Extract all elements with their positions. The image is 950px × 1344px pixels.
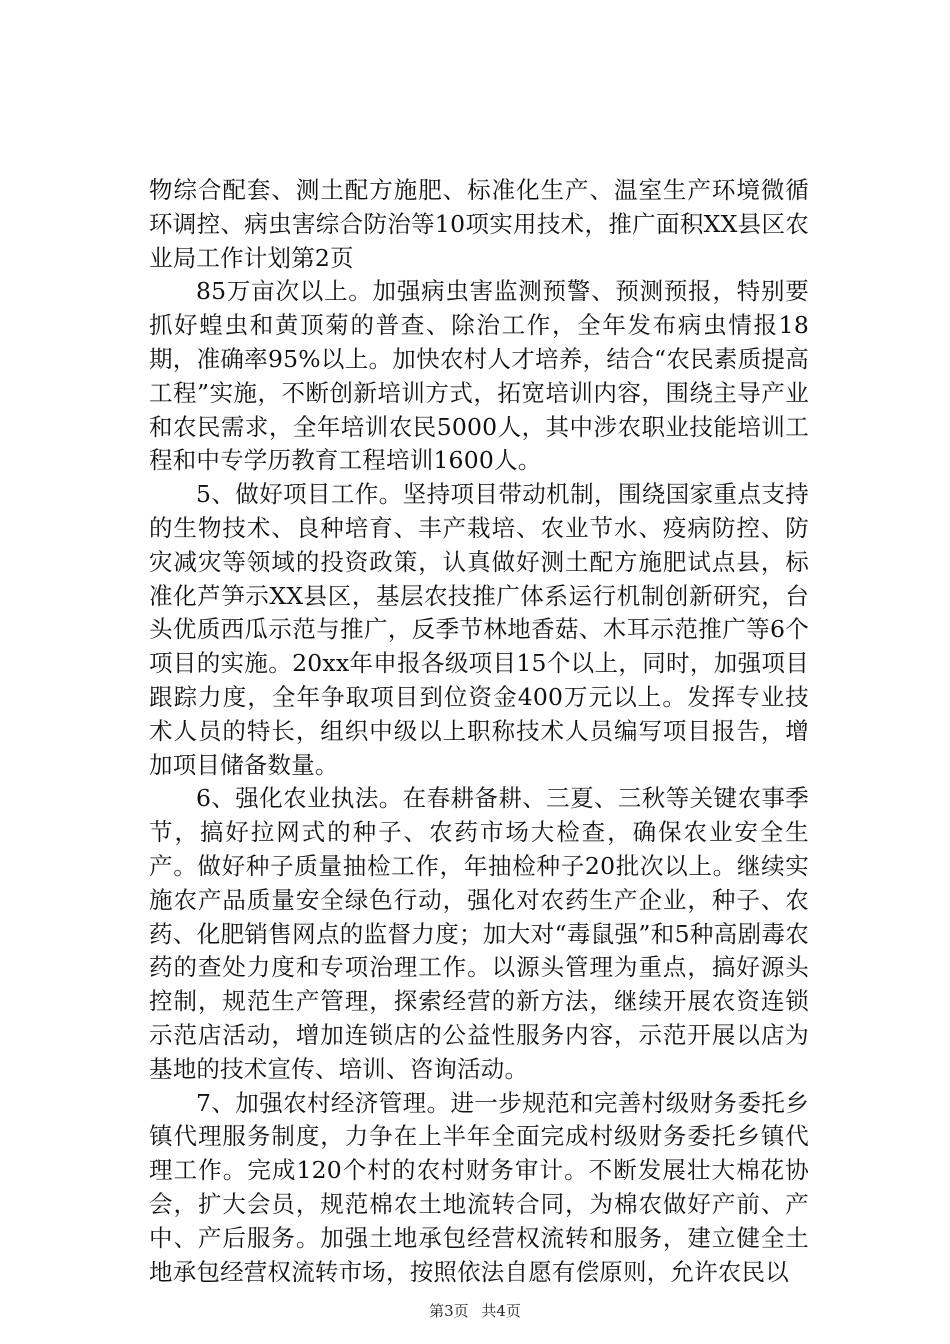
- paragraph-project-work: 5、做好项目工作。坚持项目带动机制，围绕国家重点支持的生物技术、良种培育、丰产栽培、农业节水、疫病防控、防灾减灾等领域的投资政策，认真做好测土配方施肥试点县，标准化芦笋示XX县区，基层农技推广体系运行机制创新研究，台头优质西瓜示范与推广，反季节林地香菇、木耳示范推广等6个项目的实施。20xx年申报各级项目15个以上，同时，加强项目跟踪力度，全年争取项目到位资金400万元以上。发挥专业技术人员的特长，组织中级以上职称技术人员编写项目报告，增加项目储备数量。: [149, 480, 809, 779]
- page-number: 第3页: [429, 1302, 469, 1320]
- paragraph-pest-control-training: 85万亩次以上。加强病虫害监测预警、预测预报，特别要抓好蝗虫和黄顶菊的普查、除治工作，全年发布病虫情报18期，准确率95%以上。加快农村人才培养，结合“农民素质提高工程”实施，不断创新培训方式，拓宽培训内容，围绕主导产业和农民需求，全年培训农民5000人，其中涉农职业技能培训工程和中专学历教育工程培训1600人。: [149, 277, 809, 475]
- page-total: 共4页: [481, 1302, 521, 1320]
- document-body: [149, 174, 809, 1289]
- paragraph-continuation: 物综合配套、测土配方施肥、标准化生产、温室生产环境微循环调控、病虫害综合防治等10项实用技术，推广面积XX县区农业局工作计划第2页: [149, 176, 809, 272]
- paragraph-agricultural-law-enforcement: 6、强化农业执法。在春耕备耕、三夏、三秋等关键农事季节，搞好拉网式的种子、农药市场大检查，确保农业安全生产。做好种子质量抽检工作，年抽检种子20批次以上。继续实施农产品质量安全绿色行动，强化对农药生产企业，种子、农药、化肥销售网点的监督力度；加大对“毒鼠强”和5种高剧毒农药的查处力度和专项治理工作。以源头管理为重点，搞好源头控制，规范生产管理，探索经营的新方法，继续开展农资连锁示范店活动，增加连锁店的公益性服务内容，示范开展以店为基地的技术宣传、培训、咨询活动。: [149, 784, 809, 1083]
- page-footer: [0, 1302, 950, 1320]
- paragraph-rural-economic-management: 7、加强农村经济管理。进一步规范和完善村级财务委托乡镇代理服务制度，力争在上半年全面完成村级财务委托乡镇代理工作。完成120个村的农村财务审计。不断发展壮大棉花协会，扩大会员，规范棉农土地流转合同，为棉农做好产前、产中、产后服务。加强土地承包经营权流转和服务，建立健全土地承包经营权流转市场，按照依法自愿有偿原则，允许农民以: [149, 1088, 809, 1286]
